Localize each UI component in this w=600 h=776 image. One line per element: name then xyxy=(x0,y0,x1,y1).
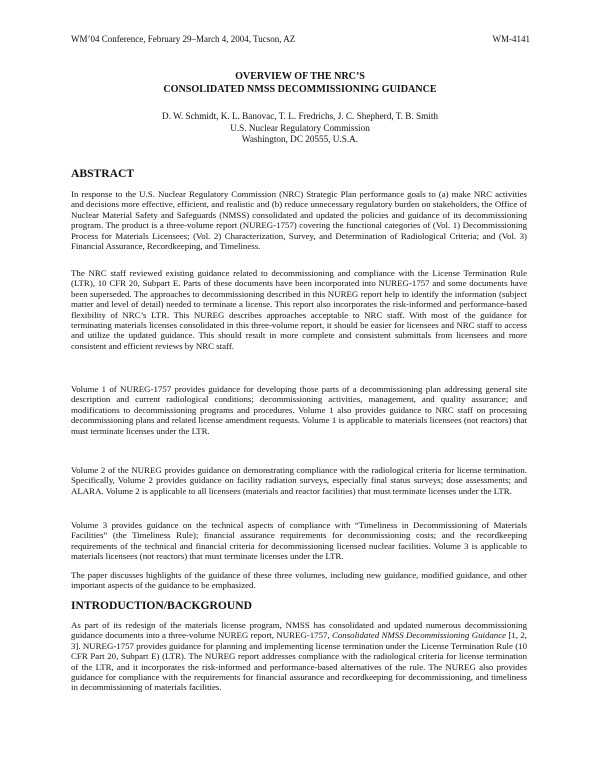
running-header xyxy=(71,34,530,45)
title-line-1: OVERVIEW OF THE NRC’S xyxy=(235,71,365,82)
conference-citation: WM’04 Conference, February 29–March 4, 2004, Tucson, AZ xyxy=(71,34,296,44)
abstract-paragraph-5: Volume 3 provides guidance on the technical aspects of compliance with “Timeliness in Decommissioning of Materials Facilities” (the Timeliness Rule); financial assurance requirements for decommissioning costs; and the recordkeeping requirements of the technical and financial criteria for decommissioning licensed nuclear facilities. Volume 3 is applicable to materials licensees (not reactors) that must terminate licenses under the LTR. xyxy=(71,520,527,562)
introduction-heading: INTRODUCTION/BACKGROUND xyxy=(71,599,253,612)
abstract-heading: ABSTRACT xyxy=(71,167,135,180)
author-location: Washington, DC 20555, U.S.A. xyxy=(241,134,359,145)
author-affiliation: U.S. Nuclear Regulatory Commission xyxy=(230,122,370,133)
nureg-report-title: Consolidated NMSS Decommissioning Guidance xyxy=(331,630,507,641)
abstract-paragraph-1: In response to the U.S. Nuclear Regulatory Commission (NRC) Strategic Plan performance goals to (a) make NRC activities and decisions more effective, efficient, and realistic and (b) reduce unnecessary regulatory burden on stakeholders, the Office of Nuclear Material Safety and Safeguards (NMSS) consolidated and updated the policies and guidance of its decommissioning program. The product is a three-volume report (NUREG-1757) covering the functional categories of (Vol. 1) Decommissioning Process for Materials Licensees; (Vol. 2) Characterization, Survey, and Determination of Radiological Criteria; and (Vol. 3) Financial Assurance, Recordkeeping, and Timeliness. xyxy=(71,189,527,252)
abstract-paragraph-6: The paper discusses highlights of the guidance of these three volumes, including new guidance, modified guidance, and other important aspects of the guidance to be emphasized. xyxy=(71,570,527,591)
abstract-paragraph-2: The NRC staff reviewed existing guidance related to decommissioning and compliance with the License Termination Rule (LTR), 10 CFR 20, Subpart E. Parts of these documents have been incorporated into NUREG-1757 and some documents have been superseded. The approaches to decommissioning described in this NUREG report help to identify the information (subject matter and level of detail) needed to terminate a license. This report also incorporates the risk-informed and performance-based flexibility of NRC’s LTR. This NUREG describes approaches acceptable to NRC staff. With most of the guidance for terminating materials licenses consolidated in this three-volume report, it should be easier for licensees and NRC staff to access and utilize the updated guidance. This should result in more complete and consistent submittals from licensees and more consistent and efficient reviews by NRC staff. xyxy=(71,268,527,351)
introduction-paragraph-1 xyxy=(71,620,527,693)
paper-id: WM-4141 xyxy=(492,34,530,44)
author-names: D. W. Schmidt, K. L. Banovac, T. L. Fredrichs, J. C. Shepherd, T. B. Smith xyxy=(162,111,438,121)
intro-text-start: As part of its redesign of the materials license program, NMSS has consolidated and updated numerous decommissioning guidance documents into a three-volume NUREG report, NUREG-1757, xyxy=(71,620,527,641)
title-line-2: CONSOLIDATED NMSS DECOMMISSIONING GUIDANCE xyxy=(163,84,437,95)
abstract-paragraph-4: Volume 2 of the NUREG provides guidance on demonstrating compliance with the radiological criteria for license termination. Specifically, Volume 2 provides guidance on facility radiation surveys, especially final status surveys; dose assessments; and ALARA. Volume 2 is applicable to all licensees (materials and reactor facilities) that must terminate licenses under the LTR. xyxy=(71,465,527,496)
paper-title xyxy=(60,70,540,96)
author-block xyxy=(60,111,540,146)
abstract-paragraph-3: Volume 1 of NUREG-1757 provides guidance for developing those parts of a decommissioning plan addressing general site description and current radiological conditions; decommissioning activities, management, and quality assurance; and modifications to decommissioning programs and procedures. Volume 1 also provides guidance to NRC staff on processing decommissioning plans and related license amendment requests. Volume 1 is applicable to materials licensees (not reactors) that must terminate licenses under the LTR. xyxy=(71,384,527,436)
intro-text-end: [1, 2, 3]. NUREG-1757 provides guidance for planning and implementing license termination under the License Termination Rule (10 CFR Part 20, Subpart E) (LTR). The NUREG report addresses compliance with the radiological criteria for license termination of the LTR, and it incorporates the risk-informed and performance-based alternatives of the rule. The NUREG also provides guidance for compliance with the requirements for financial assurance and recordkeeping for decommissioning, and timeliness in decommissioning of materials facilities. xyxy=(71,630,527,693)
